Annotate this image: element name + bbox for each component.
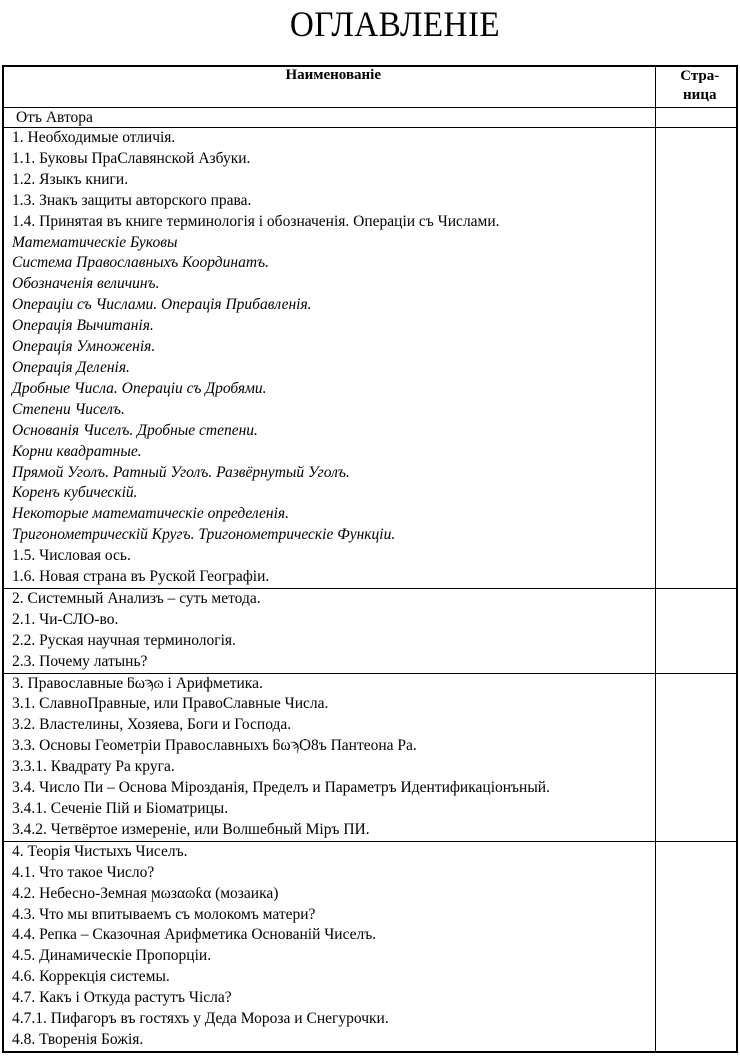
- toc-subentry[interactable]: Дробные Числа. Операціи съ Дробями.: [12, 379, 267, 397]
- toc-subentry[interactable]: Тригонометрическій Кругъ. Тригонометрическіе Функціи.: [12, 526, 396, 544]
- toc-entry[interactable]: 4.2. Небесно-Земная ϻωзαɷƙα (мозаика): [12, 884, 279, 902]
- toc-entry[interactable]: 3.4. Число Пи – Основа Мірозданія, Пределъ и Параметръ Идентификаціонъный.: [12, 779, 550, 797]
- toc-section-entries: [3, 128, 655, 589]
- toc-page-number: [655, 841, 737, 1052]
- toc-entry[interactable]: 3.3.1. Квадрату Ра круга.: [12, 758, 175, 776]
- toc-page-number: [655, 128, 737, 589]
- toc-entry[interactable]: 3.4.2. Четвёртое измереніе, или Волшебный Міръ ПИ.: [12, 820, 370, 838]
- toc-subentry[interactable]: Операція Деленія.: [12, 358, 130, 376]
- toc-subentry[interactable]: Основанія Чиселъ. Дробные степени.: [12, 421, 258, 439]
- toc-subentry[interactable]: Операція Умноженія.: [12, 338, 156, 356]
- toc-section-row: [3, 108, 737, 128]
- toc-entry[interactable]: 1.4. Принятая въ книге терминологія і обозначенія. Операціи съ Числами.: [12, 212, 500, 230]
- toc-section-row: [3, 588, 737, 673]
- toc-entry[interactable]: 4.6. Коррекція системы.: [12, 968, 170, 986]
- toc-entry[interactable]: 2.1. Чи-СЛО-во.: [12, 610, 119, 628]
- toc-subentry[interactable]: Некоторые математическіе определенія.: [12, 505, 289, 523]
- toc-entry[interactable]: 1.2. Языкъ книги.: [12, 170, 129, 188]
- toc-entry[interactable]: 4.7. Какъ і Откуда растутъ Чісла?: [12, 989, 232, 1007]
- toc-subentry[interactable]: Степени Чиселъ.: [12, 400, 125, 418]
- table-of-contents: [2, 65, 738, 1053]
- toc-subentry[interactable]: Операціи съ Числами. Операція Прибавленія.: [12, 296, 312, 314]
- toc-entry[interactable]: 2.2. Руская научная терминологія.: [12, 631, 236, 649]
- column-header-page-line2: ница: [683, 87, 717, 103]
- document-title: ОГЛАВЛЕНІЕ: [289, 4, 501, 44]
- column-header-page: [655, 66, 737, 108]
- toc-section-entries: [3, 673, 655, 841]
- toc-entry[interactable]: 3.1. СлавноПравные, или ПравоСлавные Числа.: [12, 695, 329, 713]
- toc-entry[interactable]: 1.3. Знакъ защиты авторского права.: [12, 191, 252, 209]
- toc-entry[interactable]: 3.4.1. Сеченіе Пій и Біоматрицы.: [12, 800, 229, 817]
- toc-subentry[interactable]: Прямой Уголъ. Ратный Уголъ. Развёрнутый Уголъ.: [12, 463, 350, 481]
- toc-entry[interactable]: 4.3. Что мы впитываемъ съ молокомъ матери?: [12, 905, 316, 923]
- toc-entry[interactable]: Отъ Автора: [16, 109, 93, 126]
- toc-section-row: [3, 128, 737, 589]
- toc-entry[interactable]: 4. Теорія Чистыхъ Чиселъ.: [12, 842, 188, 860]
- column-header-page-line1: Стра-: [680, 68, 720, 84]
- toc-section-entries: [3, 841, 655, 1052]
- toc-subentry[interactable]: Обозначенія величинъ.: [12, 275, 160, 293]
- toc-entry[interactable]: 2. Системный Анализъ – суть метода.: [12, 589, 261, 607]
- toc-subentry[interactable]: Система Православныхъ Координатъ.: [12, 254, 269, 272]
- table-body: [3, 108, 737, 1052]
- toc-entry[interactable]: 4.4. Репка – Сказочная Арифметика Основаній Чиселъ.: [12, 926, 377, 944]
- toc-entry[interactable]: 4.7.1. Пифагоръ въ гостяхъ у Деда Мороза и Снегурочки.: [12, 1010, 389, 1028]
- toc-entry[interactable]: 1.5. Числовая ось.: [12, 547, 131, 565]
- toc-section-entries: [3, 108, 655, 128]
- toc-entry[interactable]: 1.6. Новая страна въ Руской Географіи.: [12, 568, 270, 586]
- toc-page-number: [655, 588, 737, 673]
- toc-entry[interactable]: 3.2. Властелины, Хозяева, Боги и Господа.: [12, 716, 292, 734]
- toc-page-number: [655, 673, 737, 841]
- toc-section-entries: [3, 588, 655, 673]
- toc-subentry[interactable]: Операція Вычитанія.: [12, 317, 154, 335]
- toc-section-row: [3, 841, 737, 1052]
- toc-entry[interactable]: 2.3. Почему латынь?: [12, 652, 148, 670]
- toc-entry[interactable]: 4.1. Что такое Число?: [12, 863, 155, 881]
- table-header-row: [3, 66, 737, 108]
- toc-page-number: [655, 108, 737, 128]
- toc-entry[interactable]: 4.8. Творенія Божія.: [12, 1030, 144, 1048]
- toc-subentry[interactable]: Корни квадратные.: [12, 442, 142, 460]
- column-header-name: Наименованіе: [3, 66, 655, 108]
- toc-entry[interactable]: 1.1. Буковы ПраСлавянской Азбуки.: [12, 149, 251, 167]
- toc-section-row: [3, 673, 737, 841]
- toc-entry[interactable]: 3. Православные ƃωϡɷ і Арифметика.: [12, 674, 263, 692]
- toc-entry[interactable]: 1. Необходимые отличія.: [12, 129, 176, 146]
- toc-entry[interactable]: 4.5. Динамическіе Пропорціи.: [12, 947, 212, 965]
- toc-subentry[interactable]: Коренъ кубическій.: [12, 484, 138, 502]
- toc-subentry[interactable]: Математическіе Буковы: [12, 233, 178, 251]
- toc-entry[interactable]: 3.3. Основы Геометріи Православныхъ ƃωϡѺ8ъ Пантеона Ра.: [12, 737, 417, 755]
